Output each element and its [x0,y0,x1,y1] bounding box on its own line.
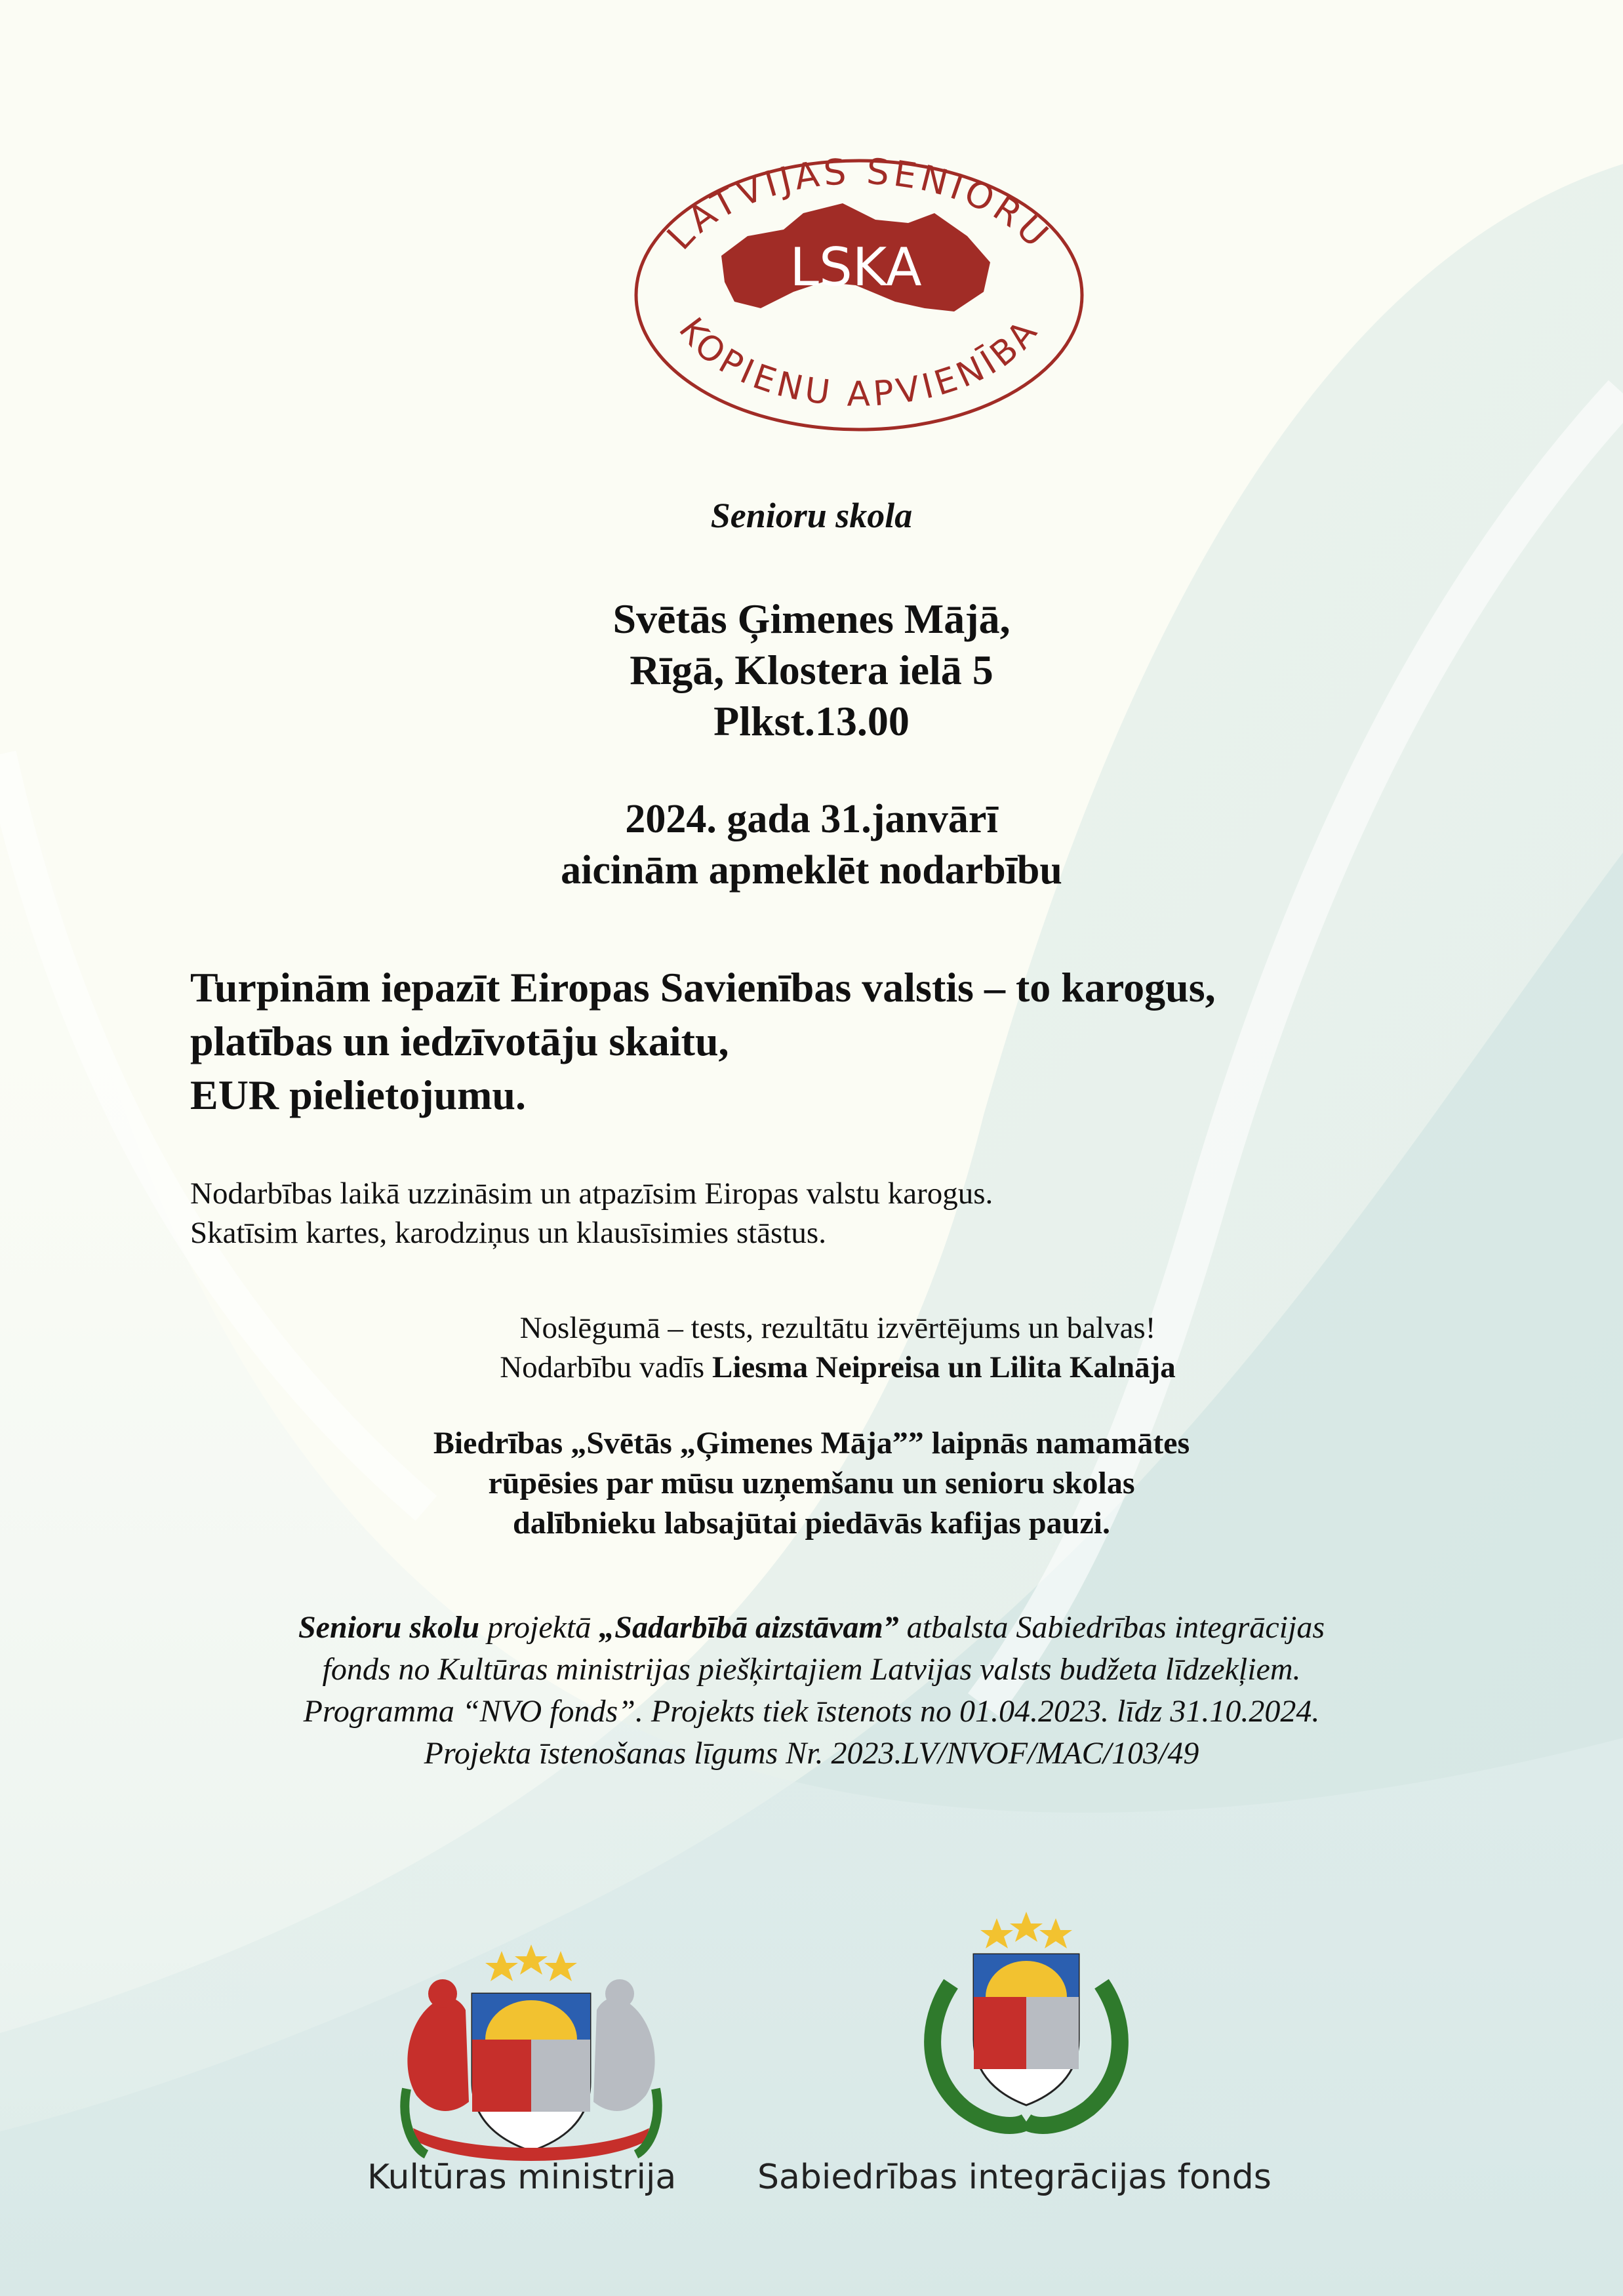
invitation-line: aicinām apmeklēt nodarbību [561,848,1062,893]
hosts-block [0,1423,1623,1543]
lska-logo [626,151,1092,439]
date-block [0,794,1623,896]
venue-line: Rīgā, Klostera ielā 5 [630,647,993,693]
project-agreement: Projekta īstenošanas līgums Nr. 2023.LV/NVOF/MAC/103/49 [424,1736,1199,1771]
description-line: Nodarbības laikā uzzināsim un atpazīsim Eiropas valstu karogus. [190,1177,993,1211]
coat-of-arms-icon [387,1931,675,2174]
hosts-line: Biedrības „Svētās „Ģimenes Māja”” laipnās namamātes [433,1426,1190,1460]
project-info [0,1607,1623,1775]
closing-block [0,1308,1623,1387]
topic-line: Turpinām iepazīt Eiropas Savienības valstis – to karogus, [190,964,1216,1011]
hosts-line: dalībnieku labsajūtai piedāvās kafijas pauzi. [513,1506,1110,1541]
project-line: fonds no Kultūras ministrijas piešķirtajiem Latvijas valsts budžeta līdzekļiem. [322,1652,1301,1687]
svg-text:KOPIENU APVIENĪBA [671,311,1047,414]
foundation-label: Sabiedrības integrācijas fonds [757,2158,1272,2197]
leaders-prefix: Nodarbību vadīs [500,1350,712,1384]
project-text: atbalsta Sabiedrības integrācijas [898,1610,1325,1645]
logo-bottom-text: KOPIENU APVIENĪBA [671,310,1048,414]
school-name: Senioru skola [710,496,913,535]
ministry-label: Kultūras ministrija [367,2158,677,2197]
topic-line: platības un iedzīvotāju skaitu, [190,1018,729,1064]
project-school: Senioru skolu [298,1610,480,1645]
venue-block [0,594,1623,747]
small-coat-of-arms-icon [912,1905,1141,2141]
logo-top-text: LATVIJAS SENIORU [658,151,1059,258]
project-name: „Sadarbībā aizstāvam” [599,1610,899,1645]
venue-line: Svētās Ģimenes Mājā, [612,595,1011,642]
logo-monogram: LSKA [790,237,922,298]
project-line: Programma “NVO fonds”. Projekts tiek īstenots no 01.04.2023. līdz 31.10.2024. [303,1694,1320,1729]
description-line: Skatīsim kartes, karodziņus un klausīsimies stāstus. [190,1216,826,1250]
closing-line: Noslēgumā – tests, rezultātu izvērtējums un balvas! [519,1311,1156,1345]
event-date: 2024. gada 31.janvārī [625,797,998,841]
leaders-line [52,1348,1623,1387]
hosts-line: rūpēsies par mūsu uzņemšanu un senioru skolas [488,1466,1135,1500]
topic-line: EUR pielietojumu. [190,1072,526,1118]
leaders-names: Liesma Neipreisa un Lilita Kalnāja [711,1350,1176,1384]
project-line [0,1607,1623,1649]
venue-time: Plkst.13.00 [713,698,910,744]
topic-heading [190,961,1502,1122]
description [190,1174,1436,1253]
project-text: projektā [479,1610,599,1645]
